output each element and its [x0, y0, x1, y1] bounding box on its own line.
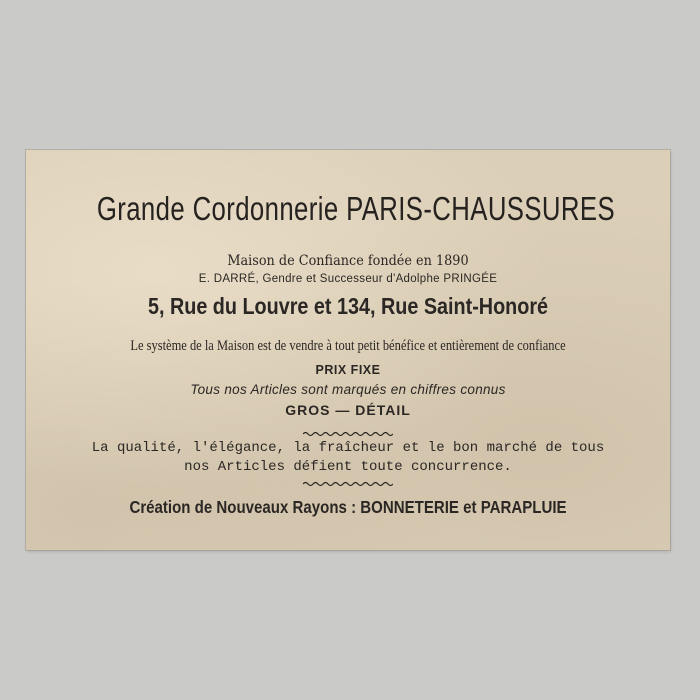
policy-line: Le système de la Maison est de vendre à tout petit bénéfice et entièrement de confiance: [130, 338, 566, 354]
marked-prices-line: Tous nos Articles sont marqués en chiffres connus: [190, 382, 506, 397]
founded-line: Maison de Confiance fondée en 1890: [227, 253, 469, 269]
fixed-price-line: PRIX FIXE: [315, 363, 381, 377]
quality-line-2: nos Articles défient toute concurrence.: [184, 459, 512, 475]
wholesale-retail-line: GROS — DÉTAIL: [285, 402, 411, 418]
wavy-divider-bottom: [303, 481, 393, 487]
new-departments-line: Création de Nouveaux Rayons : BONNETERIE et PARAPLUIE: [129, 497, 567, 517]
successor-line: E. DARRÉ, Gendre et Successeur d'Adolphe PRINGÉE: [198, 273, 498, 285]
quality-line-1: La qualité, l'élégance, la fraîcheur et le bon marché de tous: [91, 440, 605, 456]
trade-card: [26, 150, 670, 550]
wavy-divider-top: [303, 431, 393, 437]
card-title: Grande Cordonnerie PARIS-CHAUSSURES: [96, 190, 616, 227]
address-line: 5, Rue du Louvre et 134, Rue Saint-Honoré: [147, 293, 549, 319]
